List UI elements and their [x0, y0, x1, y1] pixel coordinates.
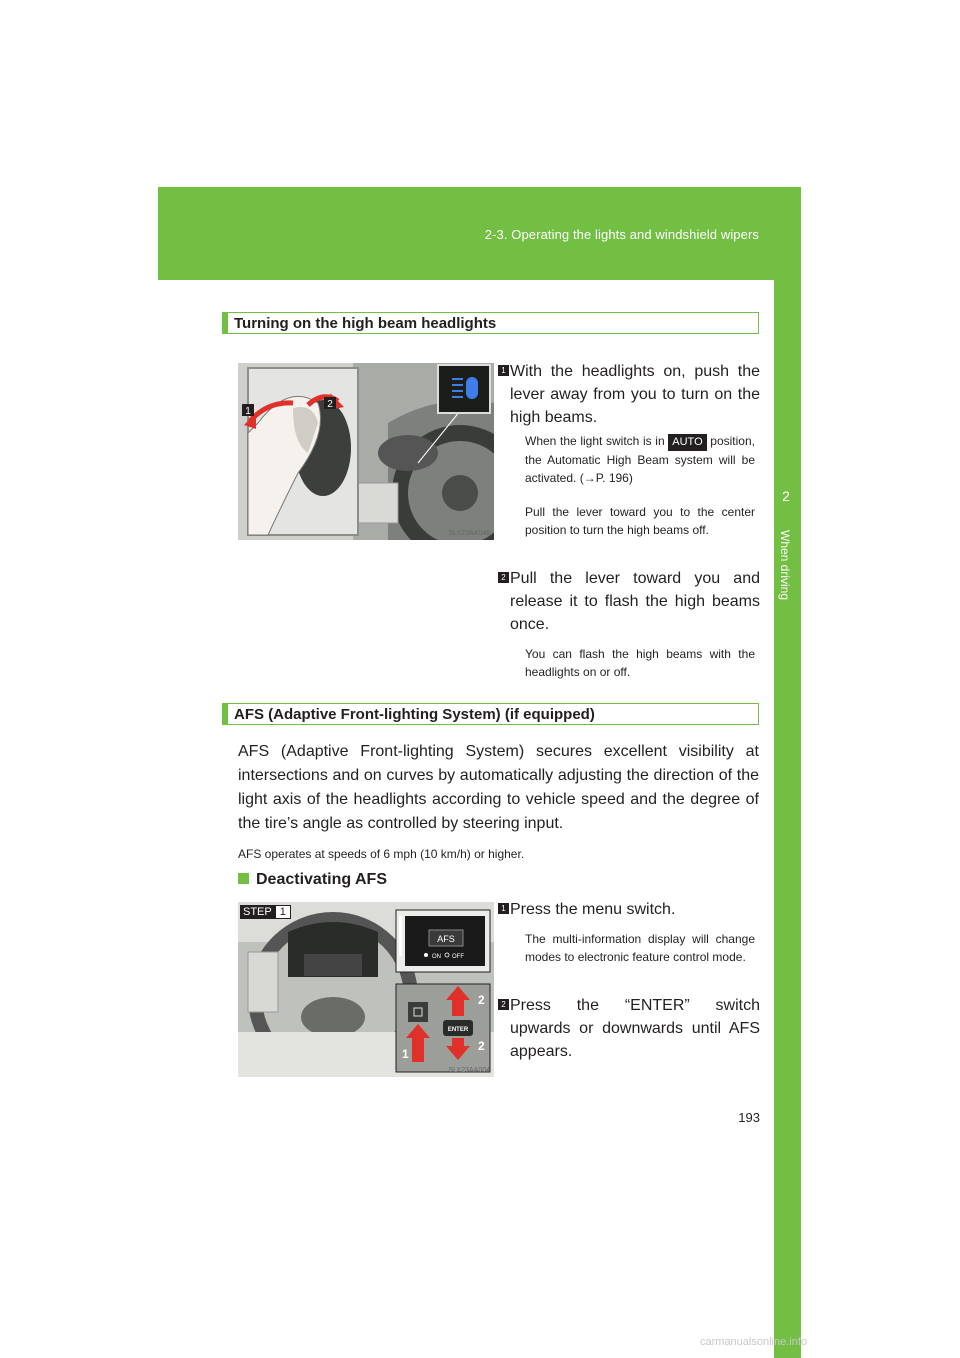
display-off-text: OFF — [452, 954, 464, 960]
section-title: Turning on the high beam headlights — [234, 315, 497, 332]
lever-illustration — [238, 363, 494, 540]
figure-label-2: 2 — [327, 399, 333, 410]
figure-label-1: 1 — [245, 406, 251, 417]
note-high-beams-off: Pull the lever toward you to the center position to turn the high beams off. — [525, 505, 755, 537]
auto-badge: AUTO — [668, 434, 706, 451]
watermark: carmanualsonline.info — [700, 1336, 808, 1348]
chapter-number: 2 — [782, 488, 790, 504]
display-on-text: ON — [432, 954, 441, 960]
figure-label-2-up: 2 — [478, 993, 485, 1007]
header-band — [158, 187, 801, 280]
step-1 — [501, 360, 760, 429]
heading-bar — [223, 704, 228, 724]
step-2 — [501, 567, 760, 636]
step-text: With the headlights on, push the lever away from you to turn on the high beams. — [510, 363, 760, 426]
figure-label-2-down: 2 — [478, 1039, 485, 1053]
enter-switch-text: ENTER — [447, 1027, 469, 1033]
step-badge-number: 1 — [275, 905, 291, 919]
note-auto — [525, 432, 755, 487]
heading-bar — [223, 313, 228, 333]
section-title: AFS (Adaptive Front-lighting System) (if equipped) — [234, 706, 595, 723]
subhead-square-icon — [238, 873, 249, 884]
step-number: 2 — [498, 999, 509, 1010]
afs-step-2 — [501, 994, 760, 1063]
side-tab-divider — [770, 280, 774, 1358]
afs-speed-note: AFS operates at speeds of 6 mph (10 km/h) or higher. — [238, 847, 525, 861]
dashboard-illustration — [238, 902, 494, 1077]
chapter-label-text: When driving — [778, 530, 792, 601]
afs-menu-figure — [238, 902, 494, 1077]
chapter-title: 2-3. Operating the lights and windshield wipers — [484, 227, 759, 242]
step-number: 1 — [498, 365, 509, 376]
step-text: Press the “ENTER” switch upwards or downwards until AFS appears. — [510, 997, 760, 1060]
chapter-label — [770, 530, 801, 650]
high-beam-lever-figure — [238, 363, 494, 540]
afs-note-display: The multi-information display will change modes to electronic feature control mode. — [525, 932, 755, 964]
note-auto-suffix: position, the Automatic High Beam system will be activated. (→P. 196) — [525, 434, 755, 485]
step-badge — [240, 905, 291, 919]
subheading-deactivating-afs — [238, 871, 387, 889]
subhead-text: Deactivating AFS — [256, 871, 387, 888]
page-number: 193 — [738, 1110, 760, 1125]
step-text: Press the menu switch. — [510, 901, 676, 918]
side-tab — [770, 280, 801, 1358]
figure-code: SLY23AA004 — [448, 1067, 490, 1074]
step-text: Pull the lever toward you and release it to flash the high beams once. — [510, 570, 760, 633]
figure-code: SLY23AA046 — [448, 530, 490, 537]
note-auto-prefix: When the light switch is in — [525, 434, 665, 448]
high-beam-indicator-icon — [438, 365, 490, 413]
display-afs-text: AFS — [437, 934, 455, 944]
afs-description: AFS (Adaptive Front-lighting System) secures excellent visibility at intersections and on curves by automatically adjusting the direction of the light axis of the headlights according to vehicle speed and the degree of the tire’s angle as controlled by steering input. — [238, 743, 759, 832]
section-heading-afs — [222, 703, 759, 725]
step-badge-label: STEP — [240, 905, 275, 919]
afs-step-1 — [501, 898, 760, 921]
step-number: 1 — [498, 903, 509, 914]
note-flash: You can flash the high beams with the headlights on or off. — [525, 647, 755, 679]
step-number: 2 — [498, 572, 509, 583]
section-heading-high-beam — [222, 312, 759, 334]
figure-label-1: 1 — [402, 1047, 409, 1061]
